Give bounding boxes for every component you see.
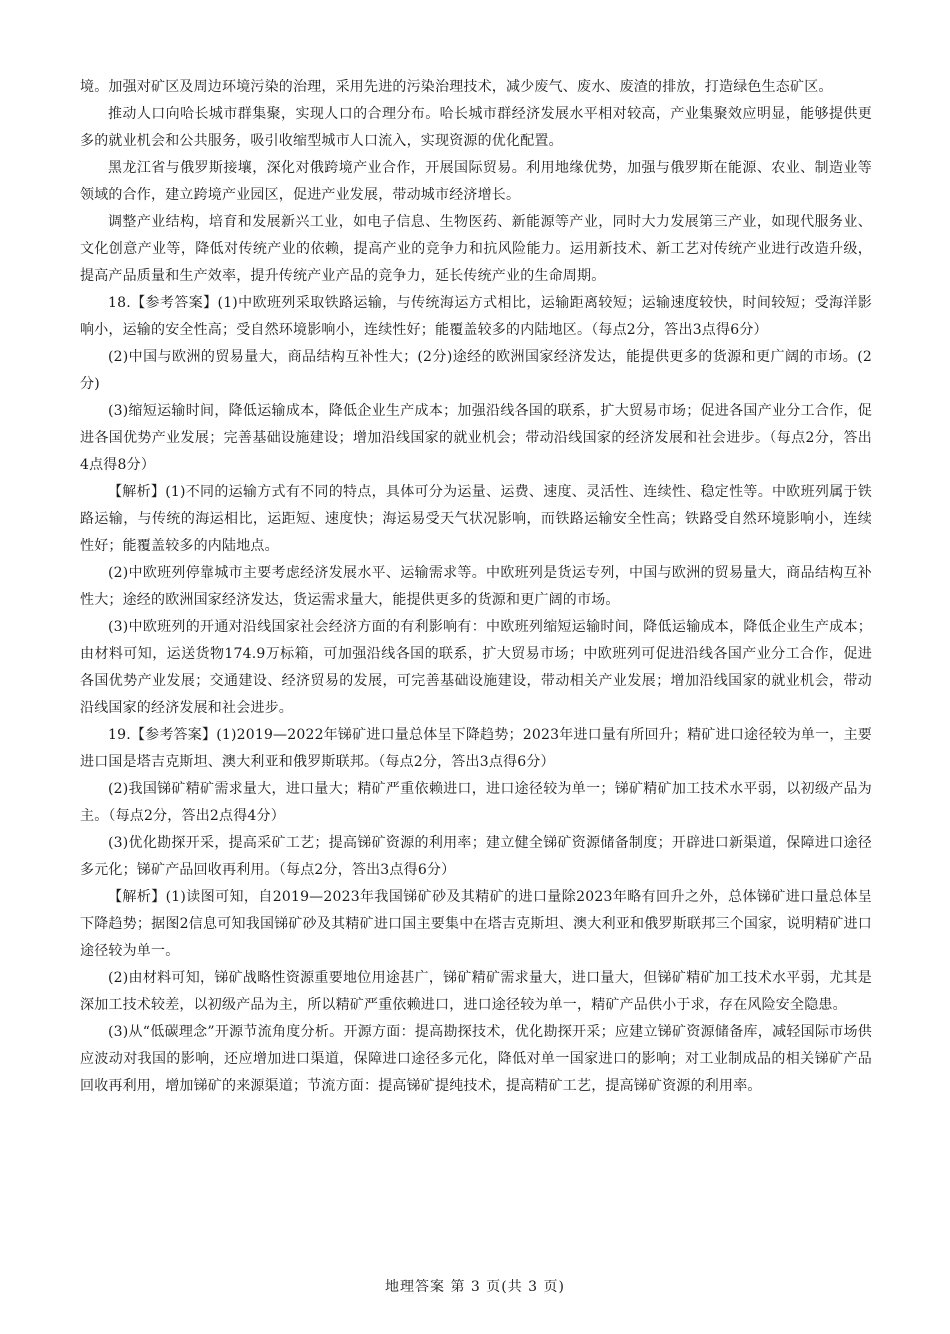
- paragraph-4: 调整产业结构，培育和发展新兴工业，如电子信息、生物医药、新能源等产业，同时大力发展第三产业，如现代服务业、文化创意产业等，降低对传统产业的依赖，提高产业的竞争力和抗风险能力。运用新技术、新工艺对传统产业进行改造升级，提高产品质量和生产效率，提升传统产业产品的竞争力，延长传统产业的生命周期。: [80, 214, 872, 284]
- answer-19: 19.【参考答案】(1)2019—2022年锑矿进口量总体呈下降趋势；2023年进口量有所回升；精矿进口途径较为单一，主要进口国是塔吉克斯坦、澳大利亚和俄罗斯联邦。（每点2分，答出3点得6分）: [80, 727, 872, 770]
- answer-19-part-3: (3)优化勘探开采，提高采矿工艺；提高锑矿资源的利用率；建立健全锑矿资源储备制度；开辟进口新渠道，保障进口途径多元化；锑矿产品回收再利用。（每点2分，答出3点得6分）: [80, 835, 872, 878]
- analysis-19-part-2: (2)由材料可知，锑矿战略性资源重要地位用途甚广，锑矿精矿需求量大，进口量大，但锑矿精矿加工技术水平弱，尤其是深加工技术较差，以初级产品为主，所以精矿严重依赖进口，进口途径较为单一，精矿产品供小于求，存在风险安全隐患。: [80, 970, 872, 1013]
- answer-19-part-2: (2)我国锑矿精矿需求量大，进口量大；精矿严重依赖进口，进口途径较为单一；锑矿精矿加工技术水平弱，以初级产品为主。（每点2分，答出2点得4分）: [80, 781, 872, 824]
- answer-18-part-2: (2)中国与欧洲的贸易量大，商品结构互补性大；(2分)途经的欧洲国家经济发达，能提供更多的货源和更广阔的市场。(2分): [80, 349, 872, 392]
- page-footer: 地理答案 第 3 页(共 3 页): [385, 1279, 565, 1295]
- analysis-18-part-1: 【解析】(1)不同的运输方式有不同的特点，具体可分为运量、运费、速度、灵活性、连续性、稳定性等。中欧班列属于铁路运输，与传统的海运相比，运距短、速度快；海运易受天气状况影响，而铁路运输安全性高；铁路受自然环境影响小，连续性好；能覆盖较多的内陆地点。: [80, 484, 872, 554]
- answer-18: 18.【参考答案】(1)中欧班列采取铁路运输，与传统海运方式相比，运输距离较短；运输速度较快，时间较短；受海洋影响小，运输的安全性高；受自然环境影响小，连续性好；能覆盖较多的内陆地区。（每点2分，答出3点得6分）: [80, 295, 872, 338]
- analysis-18-part-3: (3)中欧班列的开通对沿线国家社会经济方面的有利影响有：中欧班列缩短运输时间，降低运输成本，降低企业生产成本；由材料可知，运送货物174.9万标箱，可加强沿线各国的联系，扩大贸易市场；中欧班列可促进沿线各国产业分工合作，促进各国优势产业发展；交通建设、经济贸易的发展，可完善基础设施建设，带动相关产业发展；增加沿线国家的就业机会，带动沿线国家的经济发展和社会进步。: [80, 619, 872, 716]
- paragraph-1: 境。加强对矿区及周边环境污染的治理，采用先进的污染治理技术，减少废气、废水、废渣的排放，打造绿色生态矿区。: [80, 79, 833, 95]
- document-body: [80, 74, 872, 1100]
- paragraph-3: 黑龙江省与俄罗斯接壤，深化对俄跨境产业合作，开展国际贸易。利用地缘优势，加强与俄罗斯在能源、农业、制造业等领域的合作，建立跨境产业园区，促进产业发展，带动城市经济增长。: [80, 160, 872, 203]
- answer-18-part-3: (3)缩短运输时间，降低运输成本，降低企业生产成本；加强沿线各国的联系，扩大贸易市场；促进各国产业分工合作，促进各国优势产业发展；完善基础设施建设；增加沿线国家的就业机会；带动沿线国家的经济发展和社会进步。（每点2分，答出4点得8分）: [80, 403, 872, 473]
- analysis-19-part-3: (3)从“低碳理念”开源节流角度分析。开源方面：提高勘探技术，优化勘探开采；应建立锑矿资源储备库，减轻国际市场供应波动对我国的影响，还应增加进口渠道，保障进口途径多元化，降低对单一国家进口的影响；对工业制成品的相关锑矿产品回收再利用，增加锑矿的来源渠道；节流方面：提高锑矿提纯技术，提高精矿工艺，提高锑矿资源的利用率。: [80, 1024, 872, 1094]
- analysis-19-part-1: 【解析】(1)读图可知，自2019—2023年我国锑矿砂及其精矿的进口量除2023年略有回升之外，总体锑矿进口量总体呈下降趋势；据图2信息可知我国锑矿砂及其精矿进口国主要集中在塔吉克斯坦、澳大利亚和俄罗斯联邦三个国家，说明精矿进口途径较为单一。: [80, 889, 872, 959]
- paragraph-2: 推动人口向哈长城市群集聚，实现人口的合理分布。哈长城市群经济发展水平相对较高，产业集聚效应明显，能够提供更多的就业机会和公共服务，吸引收缩型城市人口流入，实现资源的优化配置。: [80, 106, 872, 149]
- analysis-18-part-2: (2)中欧班列停靠城市主要考虑经济发展水平、运输需求等。中欧班列是货运专列，中国与欧洲的贸易量大，商品结构互补性大；途经的欧洲国家经济发达，货运需求量大，能提供更多的货源和更广阔的市场。: [80, 565, 872, 608]
